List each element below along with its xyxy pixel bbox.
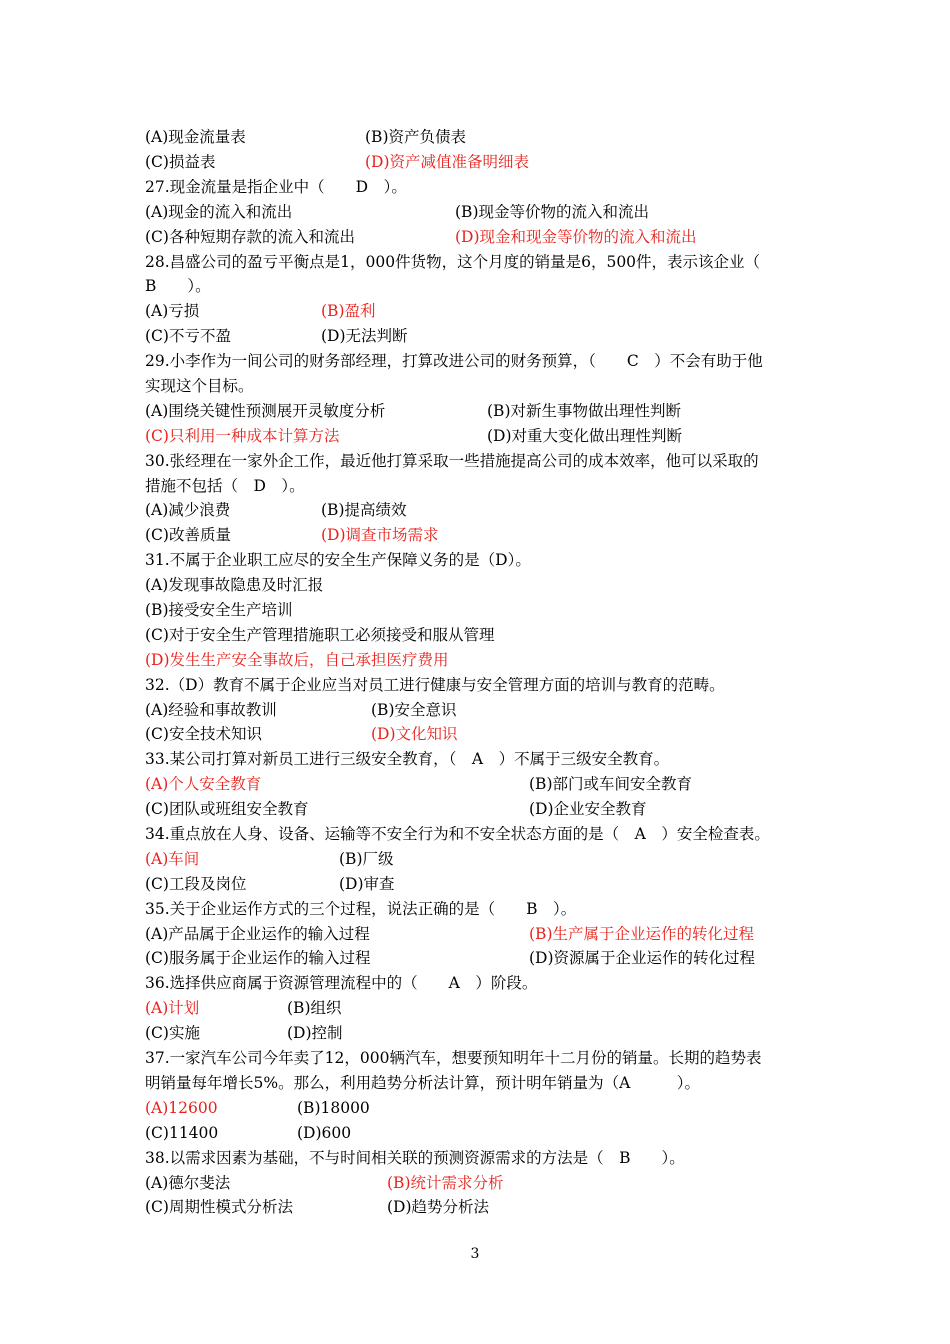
option-37-b: (B)18000 [297, 1099, 370, 1117]
question-37-stem-line-2: 明销量每年增长5%。那么，利用趋势分析法计算，预计明年销量为（A ）。 [145, 1074, 701, 1092]
option-30-b: (B)提高绩效 [321, 501, 407, 519]
option-27-b: (B)现金等价物的流入和流出 [455, 203, 649, 221]
option-36-a-answer: (A)计划 [145, 999, 200, 1017]
option-29-a: (A)围绕关键性预测展开灵敏度分析 [145, 402, 386, 420]
option-38-d: (D)趋势分析法 [387, 1198, 490, 1216]
page-number: 3 [470, 1246, 480, 1262]
question-32-stem: 32.（D）教育不属于企业应当对员工进行健康与安全管理方面的培训与教育的范畴。 [145, 676, 725, 694]
option-33-c: (C)团队或班组安全教育 [145, 800, 309, 818]
option-35-a: (A)产品属于企业运作的输入过程 [145, 925, 370, 943]
option-26-a: (A)现金流量表 [145, 128, 246, 146]
option-31-b: (B)接受安全生产培训 [145, 601, 293, 619]
option-27-a: (A)现金的流入和流出 [145, 203, 293, 221]
question-36-stem: 36.选择供应商属于资源管理流程中的（ A ）阶段。 [145, 974, 538, 992]
option-31-d-answer: (D)发生生产安全事故后，自己承担医疗费用 [145, 651, 449, 669]
option-34-d: (D)审查 [339, 875, 395, 893]
option-34-b: (B)厂级 [339, 850, 394, 868]
question-30-stem-line-2: 措施不包括（ D ）。 [145, 477, 305, 495]
option-31-c: (C)对于安全生产管理措施职工必须接受和服从管理 [145, 626, 495, 644]
option-38-a: (A)德尔斐法 [145, 1174, 231, 1192]
question-31-stem: 31.不属于企业职工应尽的安全生产保障义务的是（D）。 [145, 551, 531, 569]
option-34-a-answer: (A)车间 [145, 850, 200, 868]
option-37-a-answer: (A)12600 [145, 1099, 218, 1117]
question-29-stem-line-1: 29.小李作为一间公司的财务部经理，打算改进公司的财务预算，（ C ）不会有助于他 [145, 352, 763, 370]
option-28-c: (C)不亏不盈 [145, 327, 231, 345]
option-26-b: (B)资产负债表 [365, 128, 466, 146]
option-28-a: (A)亏损 [145, 302, 200, 320]
question-33-stem: 33.某公司打算对新员工进行三级安全教育，（ A ）不属于三级安全教育。 [145, 750, 670, 768]
option-32-a: (A)经验和事故教训 [145, 701, 277, 719]
option-26-d-answer: (D)资产减值准备明细表 [365, 153, 530, 171]
option-28-d: (D)无法判断 [321, 327, 408, 345]
option-29-c-answer: (C)只利用一种成本计算方法 [145, 427, 340, 445]
option-31-a: (A)发现事故隐患及时汇报 [145, 576, 324, 594]
question-30-stem-line-1: 30.张经理在一家外企工作，最近他打算采取一些措施提高公司的成本效率，他可以采取的 [145, 452, 759, 470]
option-38-c: (C)周期性模式分析法 [145, 1198, 293, 1216]
option-32-b: (B)安全意识 [371, 701, 457, 719]
option-36-d: (D)控制 [287, 1024, 343, 1042]
option-35-b-answer: (B)生产属于企业运作的转化过程 [529, 925, 754, 943]
option-33-a-answer: (A)个人安全教育 [145, 775, 262, 793]
option-36-b: (B)组织 [287, 999, 342, 1017]
option-34-c: (C)工段及岗位 [145, 875, 247, 893]
option-33-b: (B)部门或车间安全教育 [529, 775, 692, 793]
option-36-c: (C)实施 [145, 1024, 200, 1042]
question-37-stem-line-1: 37.一家汽车公司今年卖了12，000辆汽车，想要预知明年十二月份的销量。长期的趋势表 [145, 1049, 762, 1067]
option-35-d: (D)资源属于企业运作的转化过程 [529, 949, 756, 967]
option-37-d: (D)600 [297, 1124, 352, 1142]
question-34-stem: 34.重点放在人身、设备、运输等不安全行为和不安全状态方面的是（ A ）安全检查表。 [145, 825, 770, 843]
option-30-d-answer: (D)调查市场需求 [321, 526, 439, 544]
option-35-c: (C)服务属于企业运作的输入过程 [145, 949, 371, 967]
option-29-d: (D)对重大变化做出理性判断 [487, 427, 683, 445]
option-30-a: (A)减少浪费 [145, 501, 231, 519]
question-38-stem: 38.以需求因素为基础，不与时间相关联的预测资源需求的方法是（ B ）。 [145, 1149, 685, 1167]
question-27-stem: 27.现金流量是指企业中（ D ）。 [145, 178, 407, 196]
option-29-b: (B)对新生事物做出理性判断 [487, 402, 681, 420]
option-33-d: (D)企业安全教育 [529, 800, 647, 818]
question-35-stem: 35.关于企业运作方式的三个过程，说法正确的是（ B ）。 [145, 900, 577, 918]
option-27-c: (C)各种短期存款的流入和流出 [145, 228, 355, 246]
option-32-c: (C)安全技术知识 [145, 725, 262, 743]
option-37-c: (C)11400 [145, 1124, 219, 1142]
question-29-stem-line-2: 实现这个目标。 [145, 377, 254, 395]
option-27-d-answer: (D)现金和现金等价物的流入和流出 [455, 228, 697, 246]
option-26-c: (C)损益表 [145, 153, 216, 171]
question-28-stem-line-2: B ）。 [145, 277, 211, 295]
question-28-stem-line-1: 28.昌盛公司的盈亏平衡点是1，000件货物，这个月度的销量是6，500件，表示该企业（ [145, 253, 761, 271]
option-28-b-answer: (B)盈利 [321, 302, 376, 320]
option-32-d-answer: (D)文化知识 [371, 725, 458, 743]
option-38-b-answer: (B)统计需求分析 [387, 1174, 504, 1192]
option-30-c: (C)改善质量 [145, 526, 231, 544]
